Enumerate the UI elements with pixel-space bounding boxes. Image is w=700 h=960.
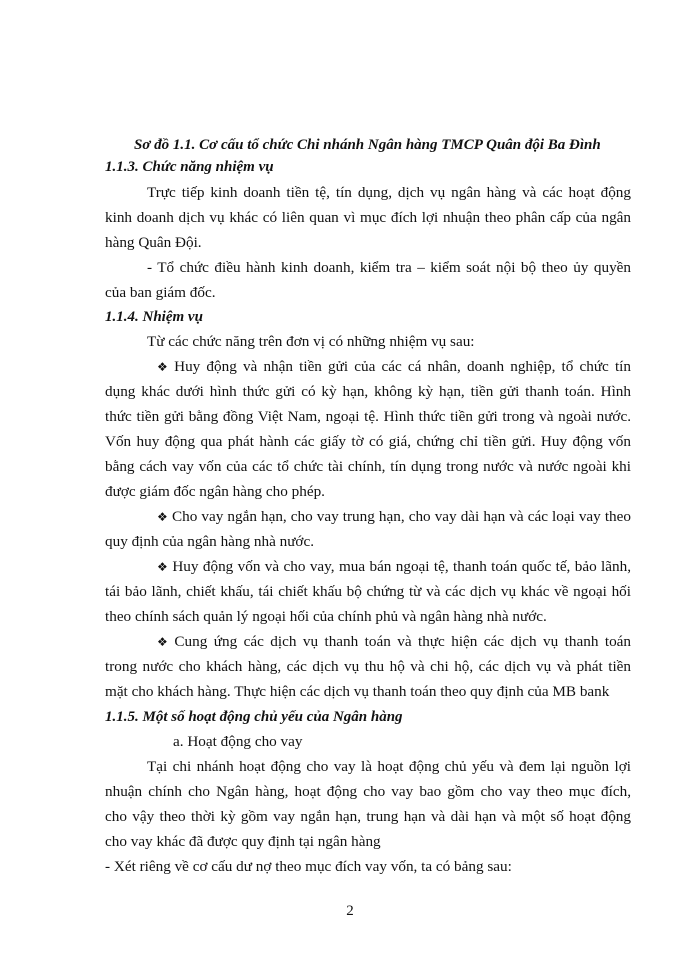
bullet-item-foreign-exchange: ❖ Huy động vốn và cho vay, mua bán ngoại tệ, thanh toán quốc tế, bảo lãnh,	[157, 558, 631, 575]
paragraph-line: trong nước cho khách hàng, các dịch vụ thu hộ và chi hộ, các dịch vụ và phát tiền	[105, 658, 631, 675]
paragraph-line: tái bảo lãnh, chiết khấu, tái chiết khấu bộ chứng từ và các dịch vụ khác về ngoại hối	[105, 583, 631, 600]
paragraph-line: được giám đốc ngân hàng cho phép.	[105, 483, 325, 500]
paragraph-line: mặt cho khách hàng. Thực hiện các dịch vụ thanh toán theo quy định của MB bank	[105, 683, 610, 700]
section-heading-1-1-3: 1.1.3. Chức năng nhiệm vụ	[105, 159, 274, 175]
paragraph-line: cho vay khác đã được quy định tại ngân hàng	[105, 833, 381, 850]
paragraph-line: - Xét riêng về cơ cấu dư nợ theo mục đích vay vốn, ta có bảng sau:	[105, 858, 512, 875]
subheading-lending: a. Hoạt động cho vay	[173, 733, 303, 750]
bullet-item-lending: ❖ Cho vay ngắn hạn, cho vay trung hạn, cho vay dài hạn và các loại vay theo	[157, 508, 631, 525]
paragraph-line: Tại chi nhánh hoạt động cho vay là hoạt động chủ yếu và đem lại nguồn lợi	[147, 758, 631, 775]
paragraph-line: - Tổ chức điều hành kinh doanh, kiểm tra – kiểm soát nội bộ theo ủy quyền	[147, 259, 631, 276]
paragraph-line: nhuận chính cho Ngân hàng, hoạt động cho vay bao gồm cho vay theo mục đích,	[105, 783, 631, 800]
diamond-bullet-icon: ❖	[157, 635, 171, 649]
paragraph-line: của ban giám đốc.	[105, 284, 216, 301]
diamond-bullet-icon: ❖	[157, 510, 169, 524]
paragraph-line: Trực tiếp kinh doanh tiền tệ, tín dụng, dịch vụ ngân hàng và các hoạt động	[147, 184, 631, 201]
paragraph-line: kinh doanh dịch vụ khác có liên quan vì mục đích lợi nhuận theo phân cấp của ngân	[105, 209, 631, 226]
paragraph-line: thức tiền gửi bằng đồng Việt Nam, ngoại tệ. Hình thức tiền gửi trong và ngoài nước.	[105, 408, 631, 425]
paragraph-line: dụng khác dưới hình thức gửi có kỳ hạn, không kỳ hạn, tiền gửi thanh toán. Hình	[105, 383, 631, 400]
paragraph-line: bằng cách vay vốn của các tổ chức tài chính, tín dụng trong nước và nước ngoài khi	[105, 458, 631, 475]
section-heading-1-1-5: 1.1.5. Một số hoạt động chủ yếu của Ngân hàng	[105, 709, 403, 725]
paragraph-line: cho vậy theo thời kỳ gồm vay ngắn hạn, trung hạn và dài hạn và một số hoạt động	[105, 808, 631, 825]
diagram-caption: Sơ đồ 1.1. Cơ cấu tổ chức Chi nhánh Ngân hàng TMCP Quân đội Ba Đình	[134, 137, 601, 153]
paragraph-line: Vốn huy động qua phát hành các giấy tờ có giá, chứng chỉ tiền gửi. Huy động vốn	[105, 433, 631, 450]
diamond-bullet-icon: ❖	[157, 360, 171, 374]
page-number: 2	[346, 903, 354, 919]
bullet-item-payment-services: ❖ Cung ứng các dịch vụ thanh toán và thực hiện các dịch vụ thanh toán	[157, 633, 631, 650]
bullet-item-deposits: ❖ Huy động và nhận tiền gửi của các cá nhân, doanh nghiệp, tổ chức tín	[157, 358, 631, 375]
paragraph-line: theo chính sách quản lý ngoại hối của chính phủ và ngân hàng nhà nước.	[105, 608, 547, 625]
paragraph-line: quy định của ngân hàng nhà nước.	[105, 533, 315, 550]
diamond-bullet-icon: ❖	[157, 560, 169, 574]
section-heading-1-1-4: 1.1.4. Nhiệm vụ	[105, 309, 203, 325]
paragraph-line: hàng Quân Đội.	[105, 234, 202, 251]
paragraph-line: Từ các chức năng trên đơn vị có những nhiệm vụ sau:	[147, 333, 475, 350]
